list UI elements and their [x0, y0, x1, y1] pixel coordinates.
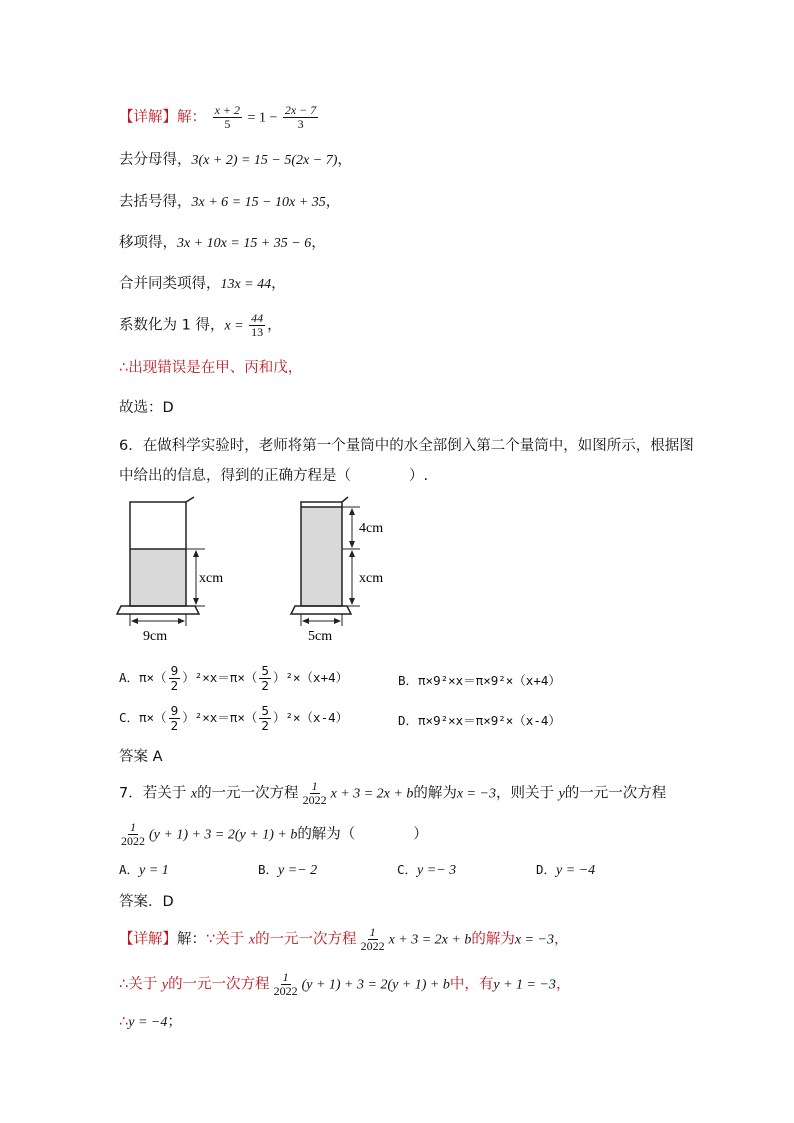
solution-5-header: [119, 104, 320, 131]
option-letter: C．: [397, 862, 418, 877]
fraction-right: [283, 104, 318, 131]
step-end: ，: [337, 152, 352, 168]
fraction: [272, 971, 300, 998]
fraction-numerator: 9: [170, 704, 179, 718]
q7-option-c[interactable]: [397, 860, 456, 881]
fraction-numerator: 44: [251, 311, 264, 325]
option-value: y = −4: [556, 863, 596, 878]
fraction-denominator: 2: [170, 719, 179, 733]
q6-option-c[interactable]: [119, 704, 349, 733]
step-end: ，: [311, 235, 326, 251]
q6-option-row-1: [119, 664, 348, 693]
variable: x: [190, 786, 198, 802]
fraction-numerator: 1: [311, 779, 318, 793]
step-2: [119, 192, 340, 213]
left-height-label: xcm: [199, 571, 224, 586]
fraction-numerator: 2x − 7: [284, 103, 317, 117]
q6-option-a[interactable]: [119, 664, 349, 693]
variable: y: [558, 786, 565, 802]
detail-label: 【详解】: [119, 109, 177, 126]
fraction: [119, 821, 147, 848]
fraction-denominator: 2: [170, 679, 179, 693]
fraction-numerator: x + 2: [214, 103, 241, 117]
text: ；: [167, 1014, 182, 1030]
text: 的解为（ ）: [297, 826, 428, 843]
fraction-denominator: 2022: [121, 834, 145, 848]
option-value: y =− 2: [278, 863, 318, 878]
fraction: [259, 664, 271, 693]
q6-option-d[interactable]: D．π×9²×x＝π×9²×（x-4）: [398, 713, 561, 728]
fraction-numerator: 5: [261, 664, 269, 678]
right-width-label: 5cm: [308, 629, 333, 644]
therefore-symbol: ∴: [119, 1014, 129, 1030]
step-end: ，: [325, 194, 341, 210]
equation: x + 3 = 2x + b: [388, 932, 472, 948]
fraction-denominator: 2022: [273, 984, 298, 998]
fraction-numerator: 9: [170, 664, 179, 678]
variable: x: [248, 932, 256, 948]
fraction: [169, 704, 181, 733]
option-letter: B．: [258, 862, 279, 877]
step-1: [119, 150, 352, 171]
option-letter: A．: [119, 862, 140, 877]
q7-option-b[interactable]: [258, 860, 317, 881]
solution-intro: 解：: [177, 109, 206, 126]
option-text: C．π×（: [119, 710, 167, 725]
step-end: ，: [267, 317, 282, 334]
q6-figure: [115, 495, 415, 645]
fraction-numerator: 5: [261, 704, 269, 718]
q6-line-1: 6．在做科学实验时，老师将第一个量筒中的水全部倒入第二个量筒中，如图所示，根据图: [119, 438, 694, 454]
right-height-label: xcm: [359, 571, 384, 586]
step-equation: x =: [224, 318, 248, 334]
step-equation: 13x = 44: [220, 277, 272, 292]
text: 中，有: [449, 976, 494, 993]
q6-answer: 答案 A: [119, 749, 163, 765]
option-text: ）²×（x+4）: [273, 670, 349, 685]
fraction-numerator: 1: [369, 925, 376, 939]
solution: x = −3: [456, 786, 496, 802]
solution: y + 1 = −3: [493, 977, 556, 993]
right-top-label: 4cm: [359, 521, 384, 536]
solution-intro: 解：: [177, 931, 206, 948]
step-end: ，: [271, 276, 286, 292]
step-4: [119, 274, 286, 295]
fraction: [301, 780, 329, 807]
option-text: A．π×（: [119, 670, 167, 685]
text: ∴关于: [119, 976, 162, 993]
step-equation: 3(x + 2) = 15 − 5(2x − 7): [191, 153, 338, 168]
fraction-denominator: 5: [224, 117, 231, 131]
fraction-result: [249, 312, 265, 339]
text: ，: [553, 931, 569, 948]
option-letter: D．: [536, 862, 557, 877]
step-text: 去分母得，: [119, 152, 192, 168]
text: ，: [555, 976, 571, 993]
fraction-denominator: 3: [297, 117, 304, 131]
equation: (y + 1) + 3 = 2(y + 1) + b: [301, 977, 450, 993]
q6-line-2: 中给出的信息，得到的正确方程是（ ）.: [119, 468, 429, 484]
step-equation: 3x + 6 = 15 − 10x + 35: [191, 195, 326, 210]
option-text: ）²×（x-4）: [273, 710, 349, 725]
fraction-denominator: 13: [251, 325, 264, 339]
q7-option-a[interactable]: [119, 860, 169, 881]
option-text: ）²×x＝π×（: [182, 710, 258, 725]
text: 的一元一次方程: [197, 785, 299, 802]
q7-option-d[interactable]: [536, 860, 595, 881]
step-text: 系数化为 1 得，: [119, 317, 225, 334]
text: 的一元一次方程: [564, 785, 667, 802]
detail-label: 【详解】: [119, 931, 177, 948]
equation: y = −4: [128, 1015, 168, 1030]
q7-answer: 答案．D: [119, 894, 174, 910]
q7-solution-line-2: [119, 971, 570, 998]
option-value: y = 1: [139, 863, 169, 878]
solution: x = −3: [514, 932, 554, 948]
fraction-numerator: 1: [130, 820, 136, 834]
fraction-denominator: 2: [261, 719, 269, 733]
right-cylinder: [291, 497, 383, 644]
fraction-denominator: 2: [261, 679, 269, 693]
fraction-left: [213, 104, 242, 131]
text: 的一元一次方程: [255, 931, 357, 948]
q6-option-b[interactable]: B．π×9²×x＝π×9²×（x+4）: [398, 673, 561, 688]
step-text: 去括号得，: [119, 194, 192, 210]
step-3: [119, 233, 326, 254]
fraction-denominator: 2022: [360, 939, 385, 953]
step-text: 合并同类项得，: [119, 276, 221, 292]
q7-solution-line-1: [119, 926, 568, 953]
equation: x + 3 = 2x + b: [330, 786, 414, 802]
q7-line-2: [119, 821, 428, 848]
step-equation: 3x + 10x = 15 + 35 − 6: [177, 236, 312, 251]
choice-answer: 故选：D: [119, 400, 174, 416]
left-width-label: 9cm: [143, 629, 168, 644]
variable: y: [161, 977, 169, 993]
text: 的解为: [471, 931, 515, 948]
q7-line-1: [119, 780, 666, 807]
text: ∵关于: [206, 931, 249, 948]
step-text: 移项得，: [119, 235, 177, 251]
left-cylinder: [117, 497, 223, 644]
text: ，则关于: [495, 785, 559, 802]
option-value: y =− 3: [417, 863, 457, 878]
step-5: [119, 312, 282, 339]
conclusion: ∴出现错误是在甲、丙和戊，: [119, 360, 303, 376]
fraction-numerator: 1: [282, 970, 289, 984]
text: 的解为: [413, 785, 457, 802]
text: 7．若关于: [119, 785, 191, 802]
equation: (y + 1) + 3 = 2(y + 1) + b: [149, 827, 298, 843]
fraction: [359, 926, 387, 953]
text: 的一元一次方程: [168, 976, 270, 993]
q7-solution-line-3: [119, 1012, 182, 1033]
fraction: [169, 664, 181, 693]
fraction-denominator: 2022: [302, 793, 327, 807]
option-text: ）²×x＝π×（: [182, 670, 258, 685]
q6-option-row-2: [119, 704, 348, 733]
equation-middle: = 1 −: [244, 110, 281, 126]
fraction: [259, 704, 271, 733]
